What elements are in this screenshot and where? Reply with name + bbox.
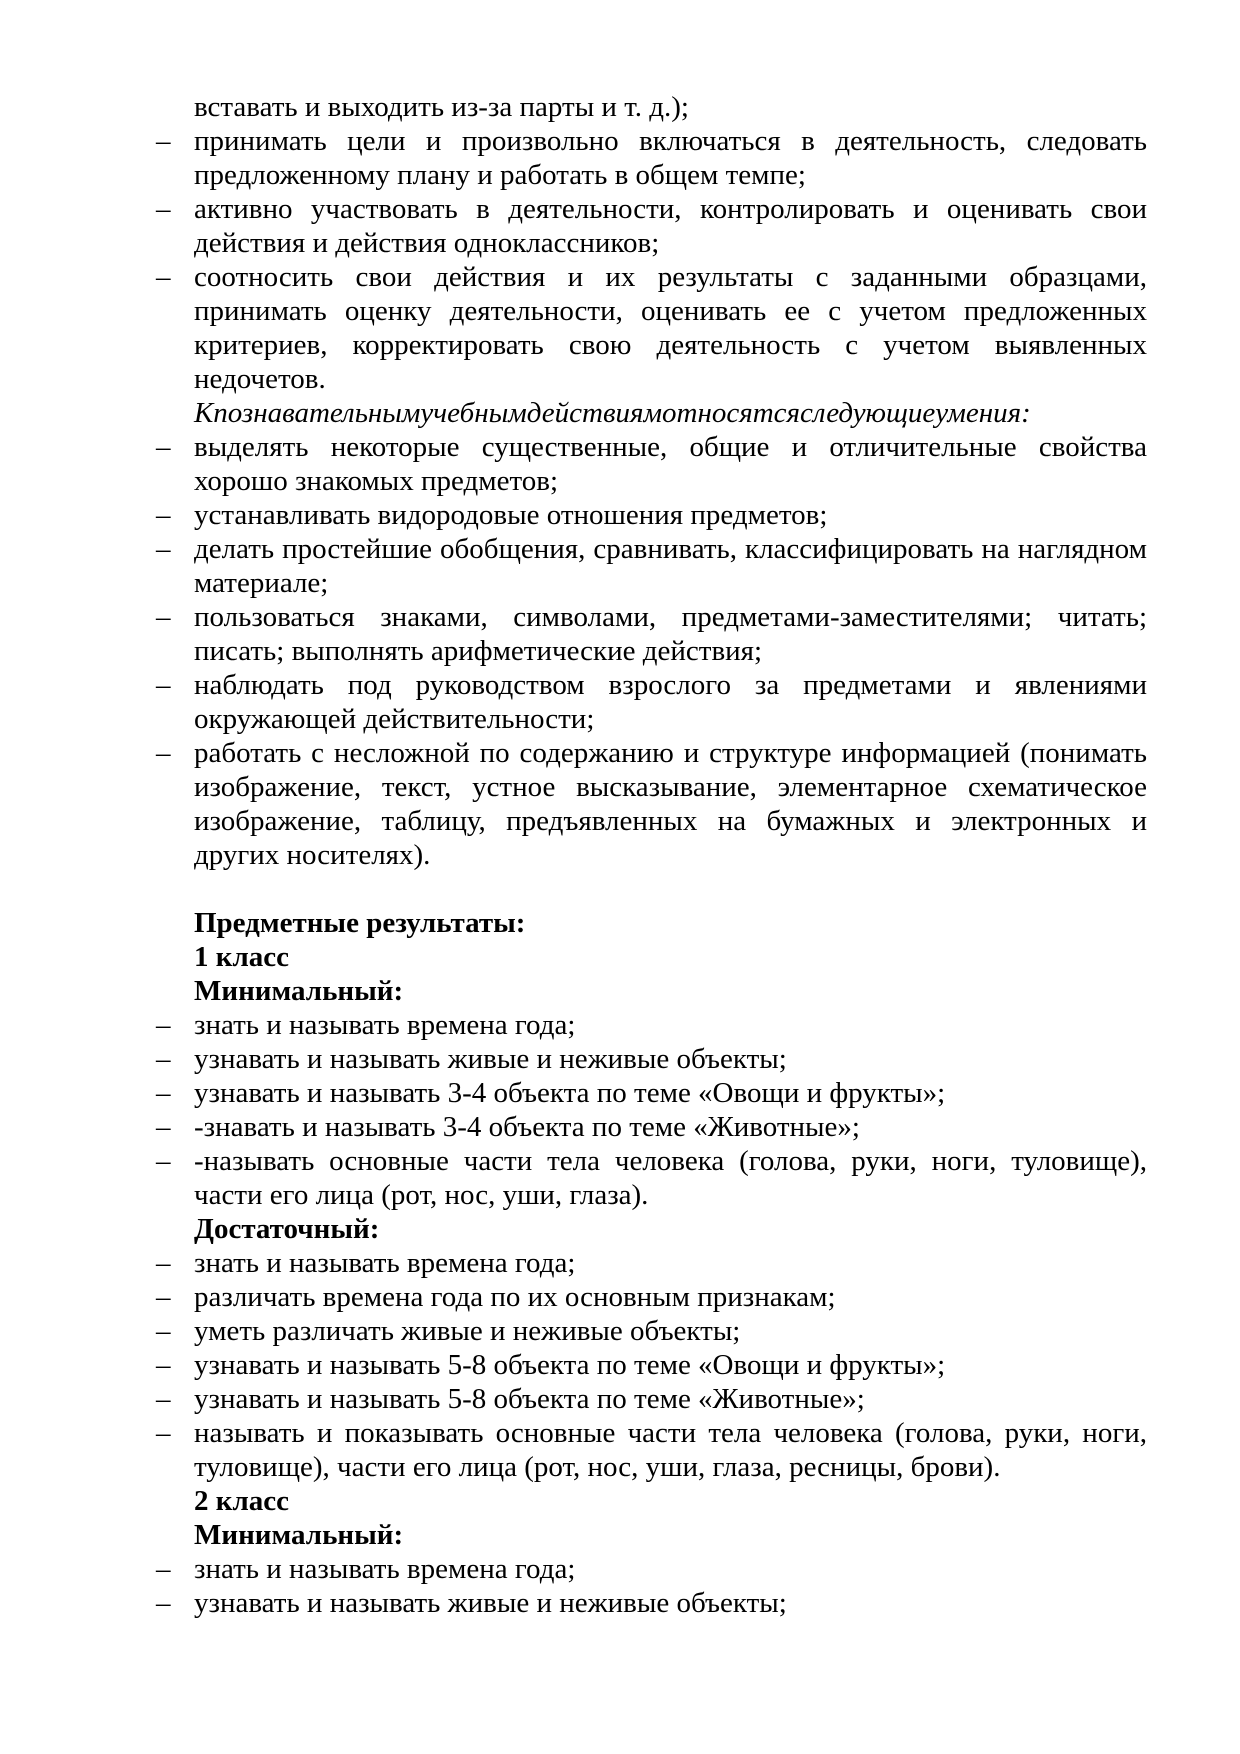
dash-bullet-marker: – bbox=[156, 1043, 171, 1075]
section-heading: Предметные результаты: bbox=[194, 907, 526, 939]
list-item bbox=[156, 1586, 1147, 1620]
list-item-text: узнавать и называть живые и неживые объекты; bbox=[194, 1587, 787, 1619]
dash-bullet-marker: – bbox=[156, 1111, 171, 1143]
list-item bbox=[156, 124, 1147, 192]
list-item-text: соотносить свои действия и их результаты с заданными образцами, принимать оценку деятельности, оценивать ее с учетом предложенных критериев, корректировать свою деятельность с учетом выявленных недочетов. bbox=[194, 261, 1147, 395]
list-item bbox=[156, 1552, 1147, 1586]
italic-lead-in: Кпознавательнымучебнымдействиямотносятсяследующиеумения: bbox=[194, 397, 1031, 429]
list-item-text: узнавать и называть 5-8 объекта по теме «Овощи и фрукты»; bbox=[194, 1349, 946, 1381]
list-item bbox=[156, 1382, 1147, 1416]
list-item bbox=[156, 736, 1147, 872]
list-item-text: -знавать и называть 3-4 объекта по теме «Животные»; bbox=[194, 1111, 860, 1143]
list-item bbox=[156, 1042, 1147, 1076]
section-heading: 1 класс bbox=[194, 941, 289, 973]
dash-bullet-marker: – bbox=[156, 1247, 171, 1279]
dash-bullet-marker: – bbox=[156, 1417, 171, 1449]
list-item bbox=[156, 1416, 1147, 1484]
list-item bbox=[156, 1348, 1147, 1382]
list-item bbox=[156, 1144, 1147, 1212]
dash-bullet-marker: – bbox=[156, 1009, 171, 1041]
dash-bullet-marker: – bbox=[156, 431, 171, 463]
list-item bbox=[156, 532, 1147, 600]
dash-bullet-marker: – bbox=[156, 261, 171, 293]
list-item-text: устанавливать видородовые отношения предметов; bbox=[194, 499, 828, 531]
list-item-text: уметь различать живые и неживые объекты; bbox=[194, 1315, 741, 1347]
list-item-text: активно участвовать в деятельности, контролировать и оценивать свои действия и действия одноклассников; bbox=[194, 193, 1147, 259]
dash-bullet-marker: – bbox=[156, 499, 171, 531]
list-item-text: узнавать и называть 5-8 объекта по теме «Животные»; bbox=[194, 1383, 865, 1415]
list-item-text: принимать цели и произвольно включаться в деятельность, следовать предложенному плану и работать в общем темпе; bbox=[194, 125, 1147, 191]
dash-bullet-marker: – bbox=[156, 669, 171, 701]
list-item bbox=[156, 1076, 1147, 1110]
list-item bbox=[156, 1246, 1147, 1280]
list-item bbox=[156, 260, 1147, 396]
dash-bullet-marker: – bbox=[156, 737, 171, 769]
list-item-text: различать времена года по их основным признакам; bbox=[194, 1281, 836, 1313]
dash-bullet-marker: – bbox=[156, 1281, 171, 1313]
dash-bullet-marker: – bbox=[156, 533, 171, 565]
document-blocks bbox=[156, 90, 1147, 1620]
list-item bbox=[156, 192, 1147, 260]
list-item-text: работать с несложной по содержанию и структуре информацией (понимать изображение, текст, устное высказывание, элементарное схематическое изображение, таблицу, предъявленных на бумажных и электронных и других носителях). bbox=[194, 737, 1147, 871]
section-heading: Минимальный: bbox=[194, 975, 404, 1007]
list-item bbox=[156, 430, 1147, 498]
list-item-text: -называть основные части тела человека (голова, руки, ноги, туловище), части его лица (рот, нос, уши, глаза). bbox=[194, 1145, 1147, 1211]
dash-bullet-marker: – bbox=[156, 193, 171, 225]
list-item bbox=[156, 1008, 1147, 1042]
list-item bbox=[156, 498, 1147, 532]
list-item-text: узнавать и называть живые и неживые объекты; bbox=[194, 1043, 787, 1075]
list-item-text: называть и показывать основные части тела человека (голова, руки, ноги, туловище), части его лица (рот, нос, уши, глаза, ресницы, брови). bbox=[194, 1417, 1147, 1483]
section-heading: Достаточный: bbox=[194, 1213, 380, 1245]
list-item bbox=[156, 668, 1147, 736]
list-item-text: знать и называть времена года; bbox=[194, 1553, 576, 1585]
dash-bullet-marker: – bbox=[156, 1383, 171, 1415]
dash-bullet-marker: – bbox=[156, 1315, 171, 1347]
list-item-text: наблюдать под руководством взрослого за предметами и явлениями окружающей действительности; bbox=[194, 669, 1147, 735]
paragraph: вставать и выходить из-за парты и т. д.); bbox=[194, 91, 689, 123]
list-item bbox=[156, 1280, 1147, 1314]
list-item bbox=[156, 1314, 1147, 1348]
list-item bbox=[156, 600, 1147, 668]
dash-bullet-marker: – bbox=[156, 125, 171, 157]
dash-bullet-marker: – bbox=[156, 1077, 171, 1109]
dash-bullet-marker: – bbox=[156, 1145, 171, 1177]
dash-bullet-marker: – bbox=[156, 1553, 171, 1585]
list-item-text: знать и называть времена года; bbox=[194, 1247, 576, 1279]
blank-line bbox=[156, 872, 1147, 906]
list-item-text: делать простейшие обобщения, сравнивать, классифицировать на наглядном материале; bbox=[194, 533, 1147, 599]
list-item-text: выделять некоторые существенные, общие и отличительные свойства хорошо знакомых предметов; bbox=[194, 431, 1147, 497]
section-heading: Минимальный: bbox=[194, 1519, 404, 1551]
section-heading: 2 класс bbox=[194, 1485, 289, 1517]
list-item-text: знать и называть времена года; bbox=[194, 1009, 576, 1041]
list-item-text: узнавать и называть 3-4 объекта по теме «Овощи и фрукты»; bbox=[194, 1077, 946, 1109]
list-item-text: пользоваться знаками, символами, предметами-заместителями; читать; писать; выполнять арифметические действия; bbox=[194, 601, 1147, 667]
dash-bullet-marker: – bbox=[156, 1587, 171, 1619]
dash-bullet-marker: – bbox=[156, 601, 171, 633]
list-item bbox=[156, 1110, 1147, 1144]
dash-bullet-marker: – bbox=[156, 1349, 171, 1381]
